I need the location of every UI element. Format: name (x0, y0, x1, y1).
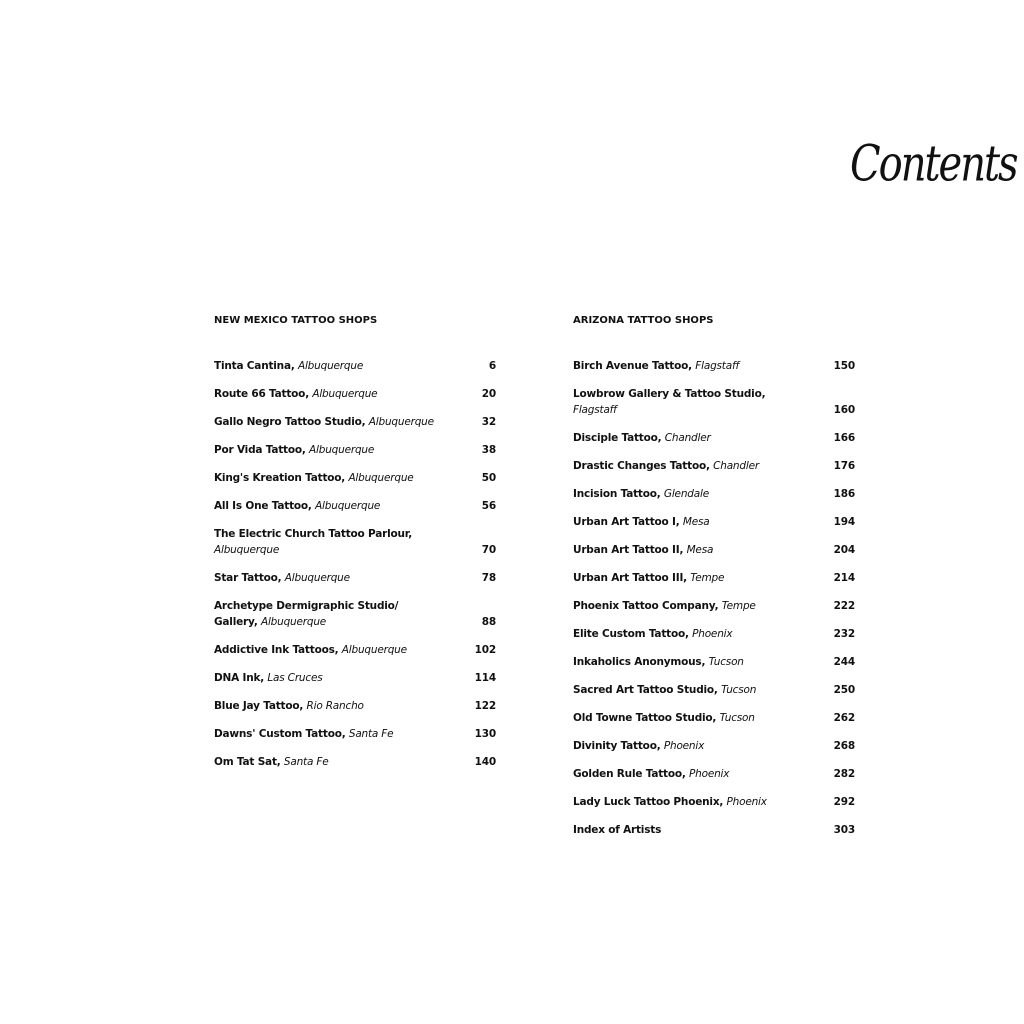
shop-city: Chandler (664, 432, 711, 444)
page-number: 214 (833, 572, 855, 584)
section-heading: ARIZONA TATTOO SHOPS (573, 315, 714, 326)
page-number: 70 (481, 544, 496, 556)
toc-entry (214, 498, 496, 514)
arizona-section (573, 313, 855, 850)
toc-entry (214, 642, 496, 658)
toc-entry (214, 670, 496, 686)
shop-name: Divinity Tattoo, (573, 740, 661, 752)
shop-city: Tempe (721, 600, 756, 612)
toc-list (573, 358, 855, 838)
new-mexico-section (214, 313, 496, 782)
shop-city: Tucson (721, 684, 757, 696)
page-number: 114 (474, 672, 496, 684)
shop-name: Lowbrow Gallery & Tattoo Studio, (573, 388, 766, 400)
shop-city: Mesa (682, 516, 710, 528)
toc-list (214, 358, 496, 770)
toc-entry (214, 414, 496, 430)
page-number: 160 (833, 404, 855, 416)
shop-name: Index of Artists (573, 824, 662, 836)
toc-entry (214, 698, 496, 714)
toc-entry (573, 358, 855, 374)
page-number: 166 (833, 432, 855, 444)
shop-city: Santa Fe (348, 728, 394, 740)
shop-city: Albuquerque (284, 572, 350, 584)
shop-name: Tinta Cantina, (214, 360, 295, 372)
page-number: 88 (481, 616, 496, 628)
shop-name: Golden Rule Tattoo, (573, 768, 686, 780)
shop-name: Archetype Dermigraphic Studio/ Gallery, (214, 600, 399, 628)
toc-entry (573, 570, 855, 586)
shop-name: Disciple Tattoo, (573, 432, 662, 444)
shop-city: Phoenix (663, 740, 705, 752)
shop-name: Om Tat Sat, (214, 756, 281, 768)
shop-city: Albuquerque (260, 616, 327, 628)
toc-entry (573, 822, 855, 838)
shop-name: Gallo Negro Tattoo Studio, (214, 416, 366, 428)
toc-entry (573, 654, 855, 670)
shop-city: Las Cruces (267, 672, 323, 684)
shop-city: Mesa (686, 544, 714, 556)
shop-city: Albuquerque (309, 444, 375, 456)
shop-city: Albuquerque (348, 472, 414, 484)
shop-city: Phoenix (689, 768, 730, 780)
shop-name: King's Kreation Tattoo, (214, 472, 346, 484)
shop-city: Phoenix (692, 628, 733, 640)
page-number: 282 (833, 768, 855, 780)
shop-city: Phoenix (726, 796, 767, 808)
shop-name: Addictive Ink Tattoos, (214, 644, 339, 656)
page-number: 222 (833, 600, 855, 612)
shop-name: Sacred Art Tattoo Studio, (573, 684, 718, 696)
page-number: 6 (488, 360, 496, 372)
shop-city: Tempe (690, 572, 725, 584)
shop-city: Tucson (719, 712, 755, 724)
shop-city: Tucson (708, 656, 744, 668)
shop-name: Urban Art Tattoo III, (573, 572, 687, 584)
page-title: Contents (850, 135, 1017, 193)
toc-entry (214, 726, 496, 742)
page-number: 38 (481, 444, 496, 456)
page-number: 130 (474, 728, 496, 740)
page-number: 122 (474, 700, 496, 712)
shop-city: Albuquerque (341, 644, 407, 656)
shop-name: Lady Luck Tattoo Phoenix, (573, 796, 724, 808)
shop-name: Old Towne Tattoo Studio, (573, 712, 717, 724)
toc-entry (573, 738, 855, 754)
page-number: 102 (474, 644, 496, 656)
toc-entry (573, 794, 855, 810)
shop-city: Albuquerque (368, 416, 434, 428)
shop-name: Dawns' Custom Tattoo, (214, 728, 346, 740)
toc-entry (573, 626, 855, 642)
shop-city: Albuquerque (315, 500, 381, 512)
section-heading: NEW MEXICO TATTOO SHOPS (214, 315, 378, 326)
toc-entry (573, 514, 855, 530)
shop-name: Inkaholics Anonymous, (573, 656, 706, 668)
toc-entry (573, 710, 855, 726)
toc-entry (573, 766, 855, 782)
shop-name: Phoenix Tattoo Company, (573, 600, 719, 612)
page-number: 186 (833, 488, 855, 500)
toc-entry (573, 458, 855, 474)
toc-entry (573, 542, 855, 558)
shop-name: Urban Art Tattoo I, (573, 516, 680, 528)
shop-name: Elite Custom Tattoo, (573, 628, 689, 640)
shop-city: Chandler (713, 460, 759, 472)
page-number: 140 (474, 756, 496, 768)
shop-city: Albuquerque (214, 544, 280, 556)
toc-entry (214, 526, 496, 558)
shop-city: Glendale (663, 488, 709, 500)
page-number: 250 (833, 684, 855, 696)
page-number: 204 (833, 544, 855, 556)
page-number: 56 (481, 500, 496, 512)
toc-entry (214, 358, 496, 374)
toc-entry (214, 386, 496, 402)
shop-city: Flagstaff (695, 360, 739, 372)
shop-name: Birch Avenue Tattoo, (573, 360, 692, 372)
shop-name: Star Tattoo, (214, 572, 282, 584)
shop-city: Santa Fe (283, 756, 329, 768)
page-number: 244 (833, 656, 855, 668)
toc-entry (573, 386, 855, 418)
toc-entry (214, 598, 496, 630)
toc-entry (573, 486, 855, 502)
page-number: 292 (833, 796, 855, 808)
toc-entry (573, 430, 855, 446)
toc-entry (573, 682, 855, 698)
page-number: 150 (833, 360, 855, 372)
shop-name: The Electric Church Tattoo Parlour, (214, 528, 413, 540)
shop-city: Flagstaff (573, 404, 617, 416)
page-number: 176 (833, 460, 855, 472)
page-number: 303 (833, 824, 855, 836)
shop-name: Por Vida Tattoo, (214, 444, 306, 456)
page-number: 268 (833, 740, 855, 752)
shop-city: Albuquerque (312, 388, 378, 400)
shop-city: Rio Rancho (306, 700, 364, 712)
shop-name: Incision Tattoo, (573, 488, 661, 500)
shop-name: Route 66 Tattoo, (214, 388, 309, 400)
shop-name: Blue Jay Tattoo, (214, 700, 304, 712)
shop-name: Urban Art Tattoo II, (573, 544, 684, 556)
toc-entry (214, 442, 496, 458)
toc-entry (214, 470, 496, 486)
page-number: 32 (481, 416, 496, 428)
toc-entry (214, 754, 496, 770)
page-number: 50 (481, 472, 496, 484)
toc-entry (214, 570, 496, 586)
page-number: 262 (833, 712, 855, 724)
page-number: 20 (481, 388, 496, 400)
shop-name: DNA Ink, (214, 672, 265, 684)
shop-name: Drastic Changes Tattoo, (573, 460, 710, 472)
shop-city: Albuquerque (297, 360, 364, 372)
toc-entry (573, 598, 855, 614)
page-number: 232 (833, 628, 855, 640)
shop-name: All Is One Tattoo, (214, 500, 312, 512)
page-number: 194 (833, 516, 855, 528)
page-number: 78 (481, 572, 496, 584)
